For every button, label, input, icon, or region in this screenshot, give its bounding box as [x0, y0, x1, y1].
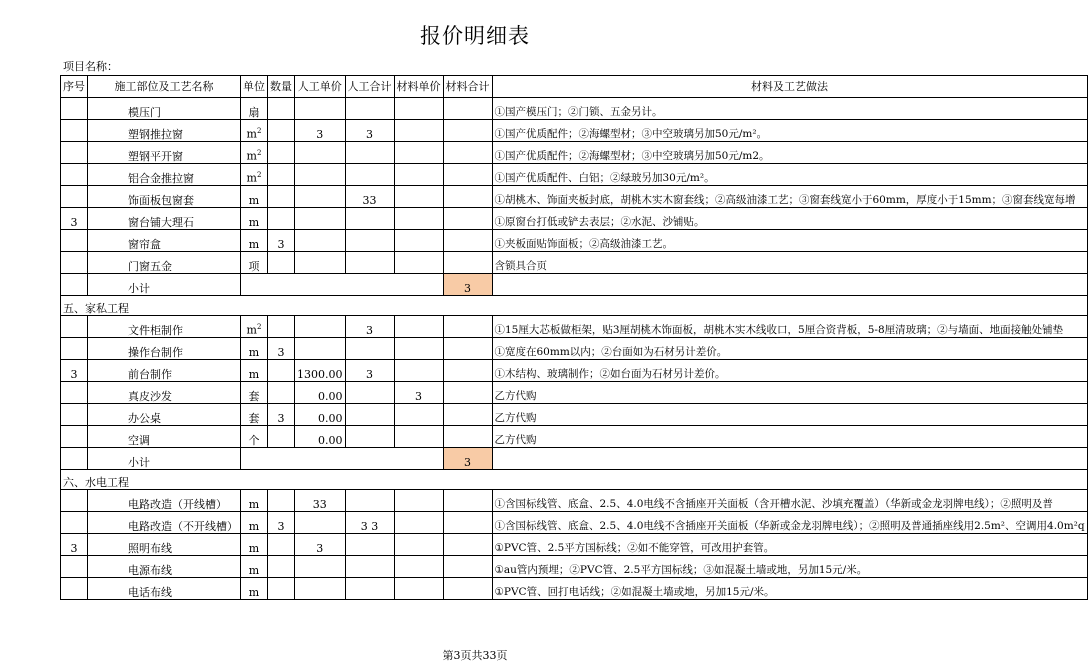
labor-unit-price [295, 316, 346, 338]
row-number: 3 [61, 360, 88, 382]
labor-total [345, 142, 394, 164]
item-description: 乙方代购 [492, 426, 1087, 448]
column-header: 材料及工艺做法 [492, 76, 1087, 98]
labor-unit-price [295, 164, 346, 186]
material-total [443, 360, 492, 382]
material-unit-price [394, 120, 443, 142]
section-title: 五、家私工程 [61, 296, 241, 316]
column-header: 人工合计 [345, 76, 394, 98]
item-unit: m [241, 534, 268, 556]
labor-total [345, 382, 394, 404]
subtotal-blank [61, 274, 88, 296]
labor-total: 3 [345, 316, 394, 338]
labor-unit-price [295, 338, 346, 360]
material-unit-price [394, 426, 443, 448]
item-description: ①au管内预埋；②PVC管、2.5平方国标线；③如混凝土墙或地，另加15元/米。 [492, 556, 1087, 578]
material-unit-price [394, 230, 443, 252]
section-end [492, 470, 1087, 490]
row-number [61, 316, 88, 338]
item-quantity: 3 [268, 404, 295, 426]
column-header: 数量 [268, 76, 295, 98]
item-quantity [268, 98, 295, 120]
row-number [61, 338, 88, 360]
labor-unit-price: 0.00 [295, 426, 346, 448]
item-name: 窗帘盒 [88, 230, 241, 252]
item-quantity [268, 578, 295, 600]
project-name-label: 项目名称： [63, 60, 118, 73]
column-header: 材料合计 [443, 76, 492, 98]
material-total [443, 186, 492, 208]
labor-unit-price: 0.00 [295, 382, 346, 404]
row-number [61, 252, 88, 274]
labor-unit-price [295, 556, 346, 578]
subtotal-desc-blank [492, 448, 1087, 470]
row-number [61, 512, 88, 534]
material-unit-price [394, 512, 443, 534]
item-unit: 项 [241, 252, 268, 274]
labor-total [345, 534, 394, 556]
table-row [61, 98, 1088, 120]
row-number [61, 490, 88, 512]
material-unit-price [394, 534, 443, 556]
labor-total [345, 426, 394, 448]
labor-total: 3 [345, 120, 394, 142]
item-description: ①国产优质配件；②海螺型材；③中空玻璃另加50元/m2。 [492, 142, 1087, 164]
row-number [61, 426, 88, 448]
subtotal-material-total: 3 [443, 274, 492, 296]
labor-unit-price [295, 512, 346, 534]
labor-total [345, 230, 394, 252]
item-name: 铝合金推拉窗 [88, 164, 241, 186]
item-quantity [268, 534, 295, 556]
item-description: ①国产优质配件、白铝；②绿玻另加30元/m²。 [492, 164, 1087, 186]
table-row [61, 490, 1088, 512]
labor-unit-price [295, 186, 346, 208]
section-row [61, 296, 1088, 316]
labor-unit-price: 3 [295, 534, 346, 556]
labor-total [345, 252, 394, 274]
item-quantity [268, 490, 295, 512]
item-description: ①国产模压门；②门锁、五金另计。 [492, 98, 1087, 120]
item-description: ①夹板面贴饰面板；②高级油漆工艺。 [492, 230, 1087, 252]
item-quantity [268, 360, 295, 382]
material-total [443, 382, 492, 404]
table-row [61, 338, 1088, 360]
row-number [61, 382, 88, 404]
page-number: 第3页共33页 [442, 649, 508, 662]
item-description: 含锁具合页 [492, 252, 1087, 274]
row-number [61, 230, 88, 252]
item-unit: m [241, 186, 268, 208]
labor-unit-price [295, 208, 346, 230]
item-name: 文件柜制作 [88, 316, 241, 338]
material-unit-price [394, 252, 443, 274]
labor-total [345, 208, 394, 230]
page-title: 报价明细表 [420, 24, 530, 48]
material-unit-price [394, 186, 443, 208]
item-description: ①含国标线管、底盒、2.5、4.0电线不含插座开关面板（含开槽水泥、沙填充覆盖）（华新或金龙羽牌电线）；②照明及普 [492, 490, 1087, 512]
labor-total [345, 164, 394, 186]
section-end [492, 296, 1087, 316]
item-name: 模压门 [88, 98, 241, 120]
item-unit: m [241, 578, 268, 600]
table-row [61, 512, 1088, 534]
item-name: 窗台铺大理石 [88, 208, 241, 230]
table-row [61, 556, 1088, 578]
labor-unit-price: 33 [295, 490, 346, 512]
material-unit-price [394, 98, 443, 120]
item-description: ①国产优质配件；②海螺型材；③中空玻璃另加50元/m²。 [492, 120, 1087, 142]
material-total [443, 556, 492, 578]
item-unit: $m^2$ [241, 164, 268, 186]
item-name: 电路改造（不开线槽） [88, 512, 241, 534]
labor-total [345, 556, 394, 578]
labor-total: 3 [345, 360, 394, 382]
row-number [61, 578, 88, 600]
item-unit: $m^2$ [241, 316, 268, 338]
material-total [443, 230, 492, 252]
labor-total [345, 490, 394, 512]
column-header: 施工部位及工艺名称 [88, 76, 241, 98]
labor-total [345, 404, 394, 426]
item-unit: 套 [241, 382, 268, 404]
row-number [61, 186, 88, 208]
item-quantity [268, 120, 295, 142]
material-unit-price [394, 556, 443, 578]
item-quantity: 3 [268, 338, 295, 360]
material-unit-price [394, 164, 443, 186]
item-unit: m [241, 338, 268, 360]
material-total [443, 534, 492, 556]
item-quantity [268, 556, 295, 578]
table-row [61, 120, 1088, 142]
table-row [61, 382, 1088, 404]
table-row [61, 578, 1088, 600]
labor-unit-price: 0.00 [295, 404, 346, 426]
table-row [61, 208, 1088, 230]
item-name: 门窗五金 [88, 252, 241, 274]
table-row [61, 360, 1088, 382]
labor-unit-price [295, 142, 346, 164]
table-row [61, 404, 1088, 426]
row-number [61, 164, 88, 186]
item-quantity [268, 382, 295, 404]
item-quantity [268, 208, 295, 230]
subtotal-spacer [241, 448, 444, 470]
item-unit: $m^2$ [241, 120, 268, 142]
item-quantity [268, 252, 295, 274]
item-unit: m [241, 208, 268, 230]
column-header: 序号 [61, 76, 88, 98]
material-unit-price [394, 338, 443, 360]
row-number [61, 142, 88, 164]
material-total [443, 208, 492, 230]
section-row [61, 470, 1088, 490]
material-unit-price [394, 490, 443, 512]
item-name: 照明布线 [88, 534, 241, 556]
table-row [61, 186, 1088, 208]
labor-unit-price: 3 [295, 120, 346, 142]
row-number: 3 [61, 534, 88, 556]
item-name: 前台制作 [88, 360, 241, 382]
material-total [443, 316, 492, 338]
material-unit-price [394, 316, 443, 338]
item-quantity [268, 186, 295, 208]
subtotal-material-total: 3 [443, 448, 492, 470]
table-row [61, 316, 1088, 338]
item-description: ①木结构、玻璃制作；②如台面为石材另计差价。 [492, 360, 1087, 382]
labor-total [345, 338, 394, 360]
row-number [61, 404, 88, 426]
item-quantity [268, 316, 295, 338]
labor-unit-price: 1300.00 [295, 360, 346, 382]
row-number [61, 98, 88, 120]
item-unit: 套 [241, 404, 268, 426]
material-total [443, 512, 492, 534]
material-total [443, 426, 492, 448]
item-description: ①原窗台打低或铲去表层；②水泥、沙铺贴。 [492, 208, 1087, 230]
material-total [443, 404, 492, 426]
labor-total: 33 [345, 186, 394, 208]
item-name: 塑钢推拉窗 [88, 120, 241, 142]
row-number: 3 [61, 208, 88, 230]
item-description: 乙方代购 [492, 404, 1087, 426]
labor-unit-price [295, 98, 346, 120]
row-number [61, 120, 88, 142]
item-unit: $m^2$ [241, 142, 268, 164]
table-row [61, 164, 1088, 186]
section-spacer [241, 470, 493, 490]
item-name: 空调 [88, 426, 241, 448]
material-total [443, 120, 492, 142]
subtotal-label: 小计 [88, 448, 241, 470]
labor-total: 3 3 [345, 512, 394, 534]
subtotal-label: 小计 [88, 274, 241, 296]
material-unit-price: 3 [394, 382, 443, 404]
labor-unit-price [295, 230, 346, 252]
item-name: 塑钢平开窗 [88, 142, 241, 164]
item-unit: m [241, 556, 268, 578]
table-row [61, 230, 1088, 252]
item-name: 饰面板包窗套 [88, 186, 241, 208]
item-name: 办公桌 [88, 404, 241, 426]
item-description: ①PVC管、2.5平方国标线；②如不能穿管，可改用护套管。 [492, 534, 1087, 556]
labor-total [345, 98, 394, 120]
table-row [61, 252, 1088, 274]
item-quantity [268, 164, 295, 186]
item-unit: 个 [241, 426, 268, 448]
item-name: 电话布线 [88, 578, 241, 600]
subtotal-row [61, 448, 1088, 470]
material-unit-price [394, 142, 443, 164]
material-total [443, 164, 492, 186]
section-spacer [241, 296, 493, 316]
item-unit: m [241, 490, 268, 512]
subtotal-desc-blank [492, 274, 1087, 296]
subtotal-spacer [241, 274, 444, 296]
item-description: ①PVC管、回打电话线；②如混凝土墙或地，另加15元/米。 [492, 578, 1087, 600]
material-unit-price [394, 360, 443, 382]
item-quantity [268, 426, 295, 448]
item-description: ①胡桃木、饰面夹板封底，胡桃木实木窗套线；②高级油漆工艺；③窗套线宽小于60mm，厚度小于15mm；③窗套线宽每增 [492, 186, 1087, 208]
labor-total [345, 578, 394, 600]
labor-unit-price [295, 252, 346, 274]
item-name: 电源布线 [88, 556, 241, 578]
item-name: 电路改造（开线槽） [88, 490, 241, 512]
labor-unit-price [295, 578, 346, 600]
item-description: ①宽度在60mm以内；②台面如为石材另计差价。 [492, 338, 1087, 360]
column-header: 人工单价 [295, 76, 346, 98]
table-row [61, 426, 1088, 448]
material-total [443, 142, 492, 164]
column-header: 单位 [241, 76, 268, 98]
material-total [443, 252, 492, 274]
item-unit: 扇 [241, 98, 268, 120]
column-header: 材料单价 [394, 76, 443, 98]
item-name: 真皮沙发 [88, 382, 241, 404]
item-description: 乙方代购 [492, 382, 1087, 404]
material-unit-price [394, 578, 443, 600]
material-total [443, 490, 492, 512]
subtotal-blank [61, 448, 88, 470]
section-title: 六、水电工程 [61, 470, 241, 490]
quote-table [60, 75, 1088, 600]
subtotal-row [61, 274, 1088, 296]
item-name: 操作台制作 [88, 338, 241, 360]
material-unit-price [394, 208, 443, 230]
item-unit: m [241, 230, 268, 252]
item-unit: m [241, 360, 268, 382]
table-row [61, 534, 1088, 556]
item-quantity: 3 [268, 230, 295, 252]
material-total [443, 98, 492, 120]
row-number [61, 556, 88, 578]
header-row [61, 76, 1088, 98]
item-quantity [268, 142, 295, 164]
item-description: ①含国标线管、底盒、2.5、4.0电线不含插座开关面板（华新或金龙羽牌电线）；②照明及普通插座线用2.5m²、空调用4.0m²q [492, 512, 1087, 534]
material-unit-price [394, 404, 443, 426]
item-unit: m [241, 512, 268, 534]
material-total [443, 338, 492, 360]
item-quantity: 3 [268, 512, 295, 534]
material-total [443, 578, 492, 600]
item-description: ①15厘大芯板做柜架，贴3厘胡桃木饰面板，胡桃木实木线收口，5厘合资背板，5-8厘清玻璃；②与墙面、地面接触处铺垫 [492, 316, 1087, 338]
table-row [61, 142, 1088, 164]
